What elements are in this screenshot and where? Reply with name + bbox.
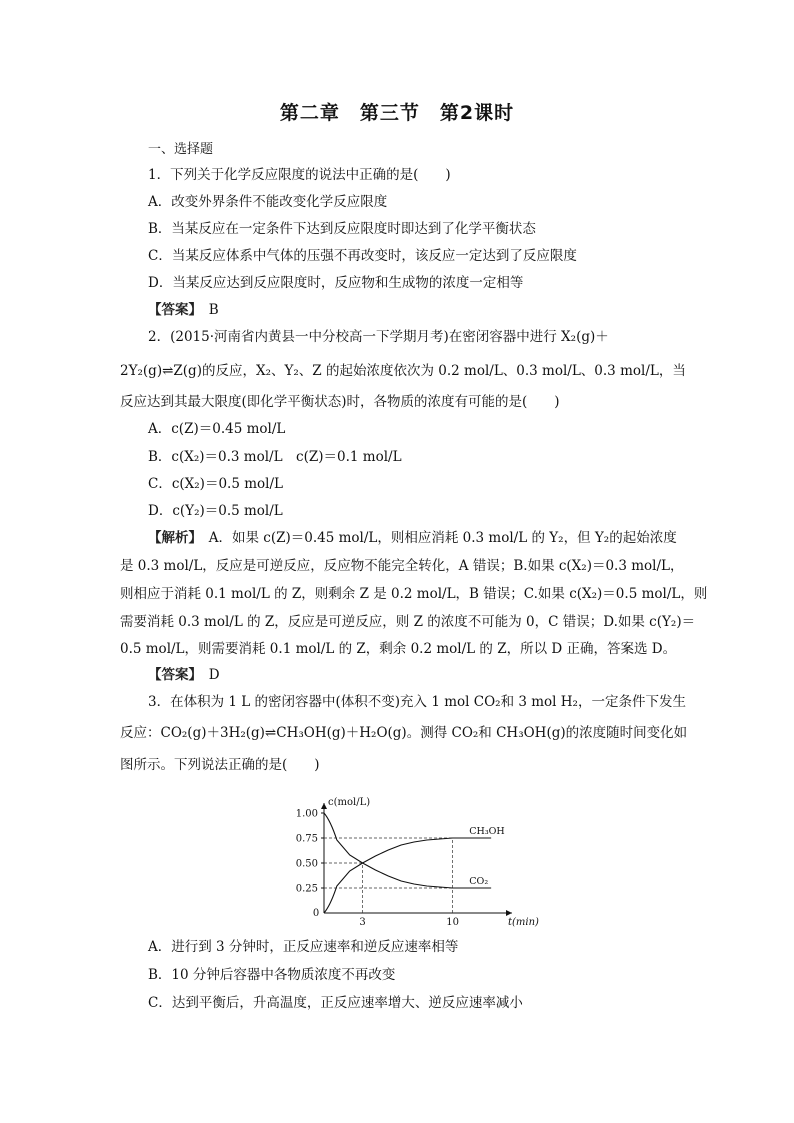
x-axis-label: t(min) — [508, 917, 539, 928]
q3-option-a: A．进行到 3 分钟时，正反应速率和逆反应速率相等 — [148, 939, 459, 955]
y-axis-arrow — [321, 803, 327, 809]
q3-stem-line-3: 图所示。下列说法正确的是( ) — [120, 757, 320, 773]
q2-analysis-line-4: 需要消耗 0.3 mol/L 的 Z，反应是可逆反应，则 Z 的浓度不可能为 0，C 错误；D.如果 c(Y₂)＝ — [120, 614, 696, 630]
q2-analysis-line-2: 是 0.3 mol/L，反应是可逆反应，反应物不能完全转化，A 错误；B.如果 c(X₂)＝0.3 mol/L， — [120, 558, 684, 574]
q2-analysis-line-3: 则相应于消耗 0.1 mol/L 的 Z，则剩余 Z 是 0.2 mol/L，B 错误；C.如果 c(X₂)＝0.5 mol/L，则 — [120, 586, 708, 602]
series-label-ch3oh: CH₃OH — [469, 826, 505, 837]
answer-tag: 【答案】 — [148, 302, 196, 318]
answer-value: B — [208, 302, 219, 318]
q3-option-c: C．达到平衡后，升高温度，正反应速率增大、逆反应速率减小 — [148, 995, 523, 1011]
q2-answer — [148, 665, 220, 685]
q2-option-a: A．c(Z)＝0.45 mol/L — [148, 421, 286, 437]
concentration-time-chart — [280, 785, 539, 928]
series-label-co2: CO₂ — [469, 876, 489, 887]
q2-analysis-line-1 — [148, 528, 677, 548]
y-axis-label: c(mol/L) — [328, 797, 371, 808]
q3-stem-line-1: 3．在体积为 1 L 的密闭容器中(体积不变)充入 1 mol CO₂和 3 mol H₂，一定条件下发生 — [148, 694, 686, 710]
analysis-text: A．如果 c(Z)＝0.45 mol/L，则相应消耗 0.3 mol/L 的 Y₂，但 Y₂的起始浓度 — [208, 530, 677, 546]
x-tick-label: 3 — [359, 917, 366, 928]
y-tick-label: 1.00 — [295, 808, 318, 820]
series-line-ch3oh — [324, 838, 491, 913]
q1-option-c: C．当某反应体系中气体的压强不再改变时，该反应一定达到了反应限度 — [148, 248, 577, 264]
analysis-tag: 【解析】 — [148, 530, 196, 546]
y-tick-label: 0.75 — [295, 833, 318, 845]
q1-option-b: B．当某反应在一定条件下达到反应限度时即达到了化学平衡状态 — [148, 221, 536, 237]
q3-stem-line-2: 反应：CO₂(g)＋3H₂(g)⇌CH₃OH(g)＋H₂O(g)。测得 CO₂和 CH₃OH(g)的浓度随时间变化如 — [120, 725, 688, 741]
q1-answer — [148, 300, 219, 320]
series-line-co2 — [324, 813, 491, 888]
section-heading: 一、选择题 — [148, 142, 214, 157]
origin-label: 0 — [312, 908, 320, 919]
answer-tag: 【答案】 — [148, 667, 196, 683]
x-tick-label: 10 — [446, 917, 459, 928]
q1-option-a: A．改变外界条件不能改变化学反应限度 — [148, 194, 388, 210]
q2-option-d: D．c(Y₂)＝0.5 mol/L — [148, 503, 283, 519]
q2-analysis-line-5: 0.5 mol/L，则需要消耗 0.1 mol/L 的 Z，剩余 0.2 mol/L 的 Z，所以 D 正确，答案选 D。 — [120, 641, 677, 657]
q3-option-b: B．10 分钟后容器中各物质浓度不再改变 — [148, 967, 396, 983]
q1-option-d: D．当某反应达到反应限度时，反应物和生成物的浓度一定相等 — [148, 275, 524, 291]
chart-plot-area — [296, 797, 539, 928]
y-tick-label: 0.25 — [295, 883, 318, 895]
q2-option-c: C．c(X₂)＝0.5 mol/L — [148, 476, 283, 492]
q2-stem-line-2: 2Y₂(g)⇌Z(g)的反应，X₂、Y₂、Z 的起始浓度依次为 0.2 mol/L、0.3 mol/L、0.3 mol/L，当 — [120, 363, 686, 379]
answer-value: D — [208, 667, 220, 683]
q1-stem: 1．下列关于化学反应限度的说法中正确的是( ) — [148, 167, 451, 183]
q2-option-b: B．c(X₂)＝0.3 mol/L c(Z)＝0.1 mol/L — [148, 449, 402, 465]
q2-stem-line-3: 反应达到其最大限度(即化学平衡状态)时，各物质的浓度有可能的是( ) — [120, 394, 560, 410]
q2-stem-line-1: 2．(2015·河南省内黄县一中分校高一下学期月考)在密闭容器中进行 X₂(g)＋ — [148, 329, 609, 345]
y-tick-label: 0.50 — [295, 858, 318, 870]
page-title: 第二章 第三节 第2课时 — [279, 102, 515, 124]
x-axis-arrow — [506, 910, 512, 916]
